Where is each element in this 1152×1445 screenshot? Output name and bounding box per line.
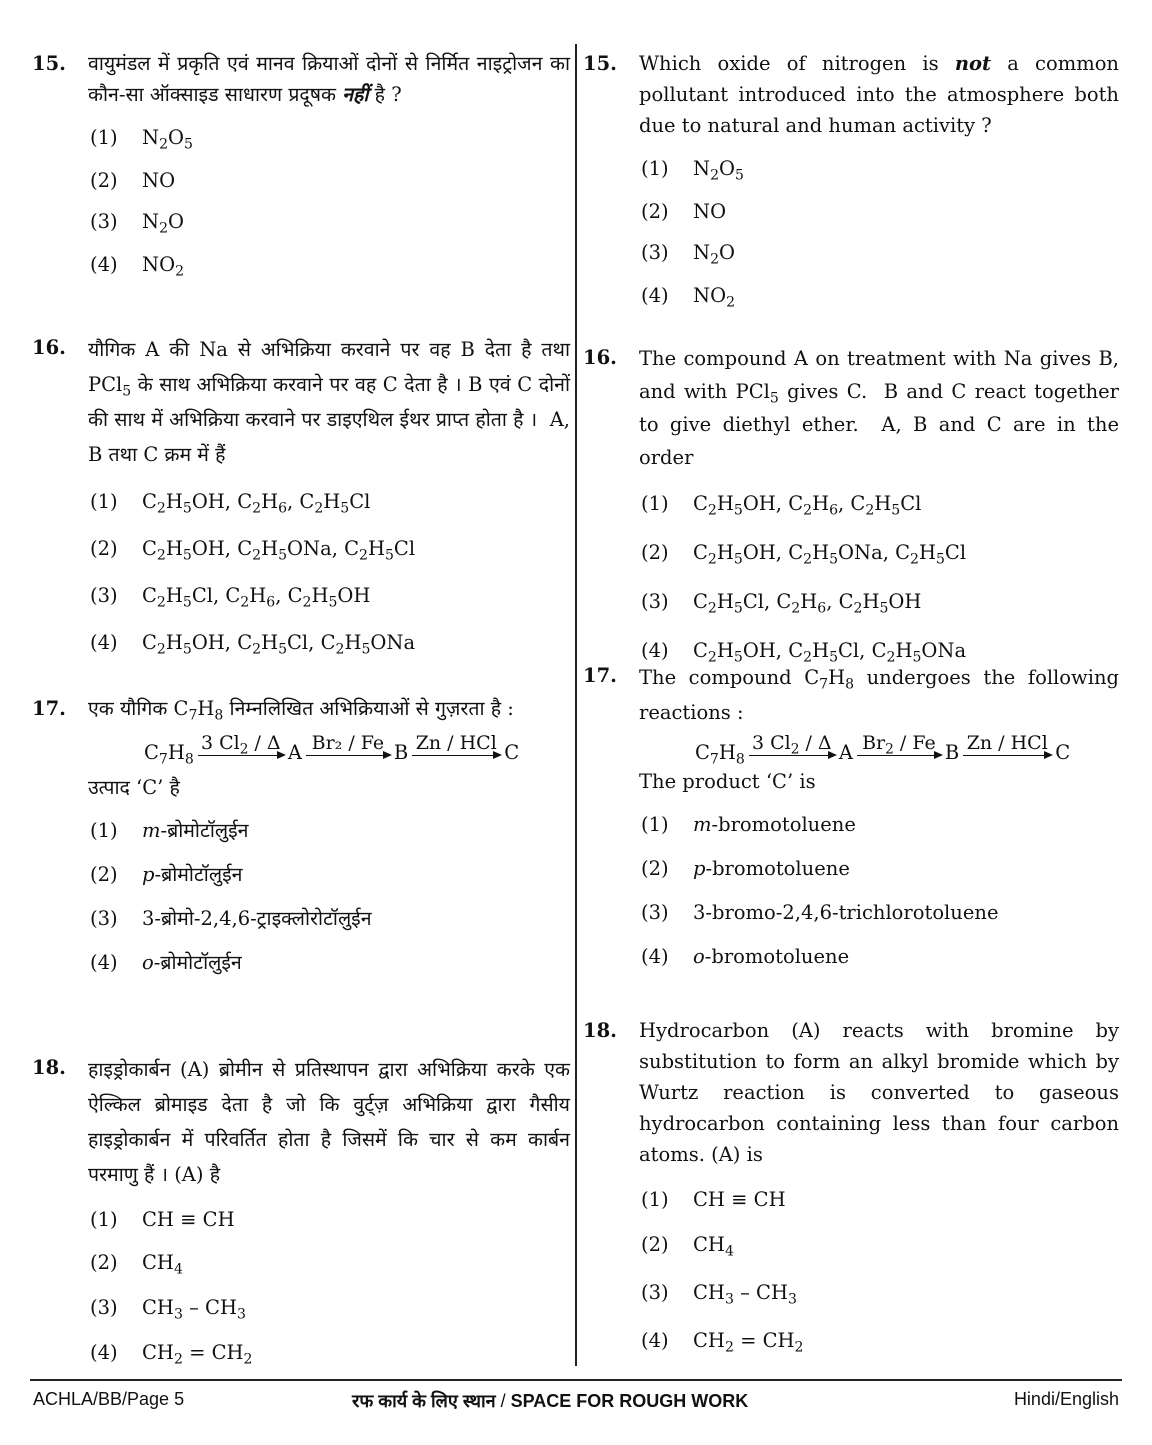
reaction-arrow: Zn / HCl — [959, 732, 1055, 768]
question-18-english — [583, 1015, 1119, 1356]
option: (2) p-bromotoluene — [641, 857, 850, 880]
option: (3) $C_2H_5Cl$, $C_2H_6$, $C_2H_5OH$ — [641, 590, 922, 617]
question-stem: हाइड्रोकार्बन (A) ब्रोमीन से प्रतिस्थापन द्वारा अभिक्रिया करके एक ऐल्किल ब्रोमाइड देता है जो कि वुर्ट्ज़ अभिक्रिया द्वारा गैसीय हाइड्रोकार्बन में परिवर्तित होता है जिसमें कि चार से कम कार्बन परमाणु हैं । (A) है — [88, 1058, 570, 1186]
option: (3) $CH_3 - CH_3$ — [90, 1296, 246, 1323]
question-number: 17. — [583, 664, 617, 687]
question-16-english — [583, 342, 1119, 666]
question-number: 18. — [583, 1019, 617, 1042]
question-15-english — [583, 48, 1119, 311]
option: (4) $NO_2$ — [90, 253, 184, 280]
option: (1) $N_2O_5$ — [641, 157, 744, 184]
option: (3) $N_2O$ — [90, 210, 184, 237]
option: (2) p-ब्रोमोटॉलुईन — [90, 863, 243, 886]
option: (2) NO — [641, 200, 727, 223]
reactant: $C_7H_8$ — [695, 741, 745, 768]
question-number: 16. — [583, 346, 617, 369]
option: (1) m-ब्रोमोटॉलुईन — [90, 819, 249, 842]
reaction-arrow: Zn / HCl — [408, 732, 504, 768]
option: (1) m-bromotoluene — [641, 813, 856, 836]
reaction-scheme: $C_7H_8$ 3 $Cl_2$ / Δ A $Br_2$ / Fe B Zn / HCl C — [695, 732, 1071, 768]
option: (4) $C_2H_5OH$, $C_2H_5Cl$, $C_2H_5ONa$ — [641, 639, 967, 666]
option: (1) $C_2H_5OH$, $C_2H_6$, $C_2H_5Cl$ — [641, 492, 922, 519]
option: (2) NO — [90, 169, 176, 192]
option: (1) $C_2H_5OH$, $C_2H_6$, $C_2H_5Cl$ — [90, 490, 371, 517]
question-17-english — [583, 660, 1119, 972]
page-code: ACHLA/BB/Page 5 — [33, 1389, 185, 1409]
option: (1) CH ≡ CH — [90, 1208, 235, 1231]
reactant: $C_7H_8$ — [144, 741, 194, 768]
question-17-hindi — [32, 693, 570, 978]
option: (4) $CH_2 = CH_2$ — [90, 1341, 253, 1368]
product-prompt: The product ‘C’ is — [639, 770, 816, 793]
option: (4) $NO_2$ — [641, 284, 735, 311]
option: (3) $C_2H_5Cl$, $C_2H_6$, $C_2H_5OH$ — [90, 584, 371, 611]
language-label: Hindi/English — [1013, 1389, 1119, 1409]
option: (4) $C_2H_5OH$, $C_2H_5Cl$, $C_2H_5ONa$ — [90, 631, 416, 658]
option: (4) $CH_2 = CH_2$ — [641, 1329, 804, 1356]
question-stem: यौगिक A की Na से अभिक्रिया करवाने पर वह B देता है तथा PCl$_5$ के साथ अभिक्रिया करवाने पर वह C देता है । B एवं C दोनों की साथ में अभिक्रिया करवाने पर डाइएथिल ईथर प्राप्त होता है । A, B तथा C क्रम में हैं — [88, 338, 570, 466]
question-number: 17. — [32, 697, 66, 720]
reaction-arrow: $Br_2$ / Fe — [853, 732, 945, 768]
footer-rule — [30, 1379, 1122, 1381]
question-18-hindi — [32, 1052, 570, 1368]
question-number: 18. — [32, 1056, 66, 1079]
question-stem: एक यौगिक $C_7H_8$ निम्नलिखित अभिक्रियाओं से गुज़रता है : — [88, 697, 514, 724]
option: (2) $C_2H_5OH$, $C_2H_5ONa$, $C_2H_5Cl$ — [641, 541, 967, 568]
column-divider — [575, 44, 577, 1366]
question-number: 15. — [32, 52, 66, 75]
option: (2) $CH_4$ — [641, 1233, 734, 1260]
reaction-scheme: $C_7H_8$ 3 $Cl_2$ / Δ A Br₂ / Fe B Zn / HCl C — [144, 732, 520, 768]
option: (3) $CH_3 - CH_3$ — [641, 1281, 797, 1308]
question-stem: वायुमंडल में प्रकृति एवं मानव क्रियाओं दोनों से निर्मित नाइट्रोजन का कौन-सा ऑक्साइड साधारण प्रदूषक नहीं है ? — [88, 52, 570, 106]
product-prompt: उत्पाद ‘C’ है — [88, 776, 180, 799]
reaction-arrow: Br₂ / Fe — [302, 732, 394, 768]
question-number: 16. — [32, 336, 66, 359]
reaction-arrow: 3 $Cl_2$ / Δ — [194, 732, 288, 768]
question-stem: Which oxide of nitrogen is not a common pollutant introduced into the atmosphere both due to natural and human activity ? — [639, 52, 1119, 137]
option: (2) $C_2H_5OH$, $C_2H_5ONa$, $C_2H_5Cl$ — [90, 537, 416, 564]
question-15-hindi — [32, 48, 570, 280]
question-16-hindi — [32, 332, 570, 658]
question-stem: The compound $C_7H_8$ undergoes the following reactions : — [639, 666, 1119, 724]
reaction-arrow: 3 $Cl_2$ / Δ — [745, 732, 839, 768]
option: (2) $CH_4$ — [90, 1251, 183, 1278]
question-stem: The compound A on treatment with Na gives B, and with PCl$_5$ gives C. B and C react together to give diethyl ether. A, B and C are in the order — [639, 347, 1120, 469]
option: (3) 3-bromo-2,4,6-trichlorotoluene — [641, 901, 999, 924]
option: (3) $N_2O$ — [641, 241, 735, 268]
rough-work-label: रफ कार्य के लिए स्थान / SPACE FOR ROUGH WORK — [352, 1391, 749, 1411]
option: (1) $N_2O_5$ — [90, 126, 193, 153]
option: (3) 3-ब्रोमो-2,4,6-ट्राइक्लोरोटॉलुईन — [90, 907, 372, 930]
question-number: 15. — [583, 52, 617, 75]
option: (4) o-ब्रोमोटॉलुईन — [90, 951, 242, 974]
option: (4) o-bromotoluene — [641, 945, 850, 968]
question-stem: Hydrocarbon (A) reacts with bromine by substitution to form an alkyl bromide which by Wurtz reaction is converted to gaseous hydrocarbon containing less than four carbon atoms. (A) is — [639, 1019, 1119, 1166]
option: (1) CH ≡ CH — [641, 1188, 786, 1211]
